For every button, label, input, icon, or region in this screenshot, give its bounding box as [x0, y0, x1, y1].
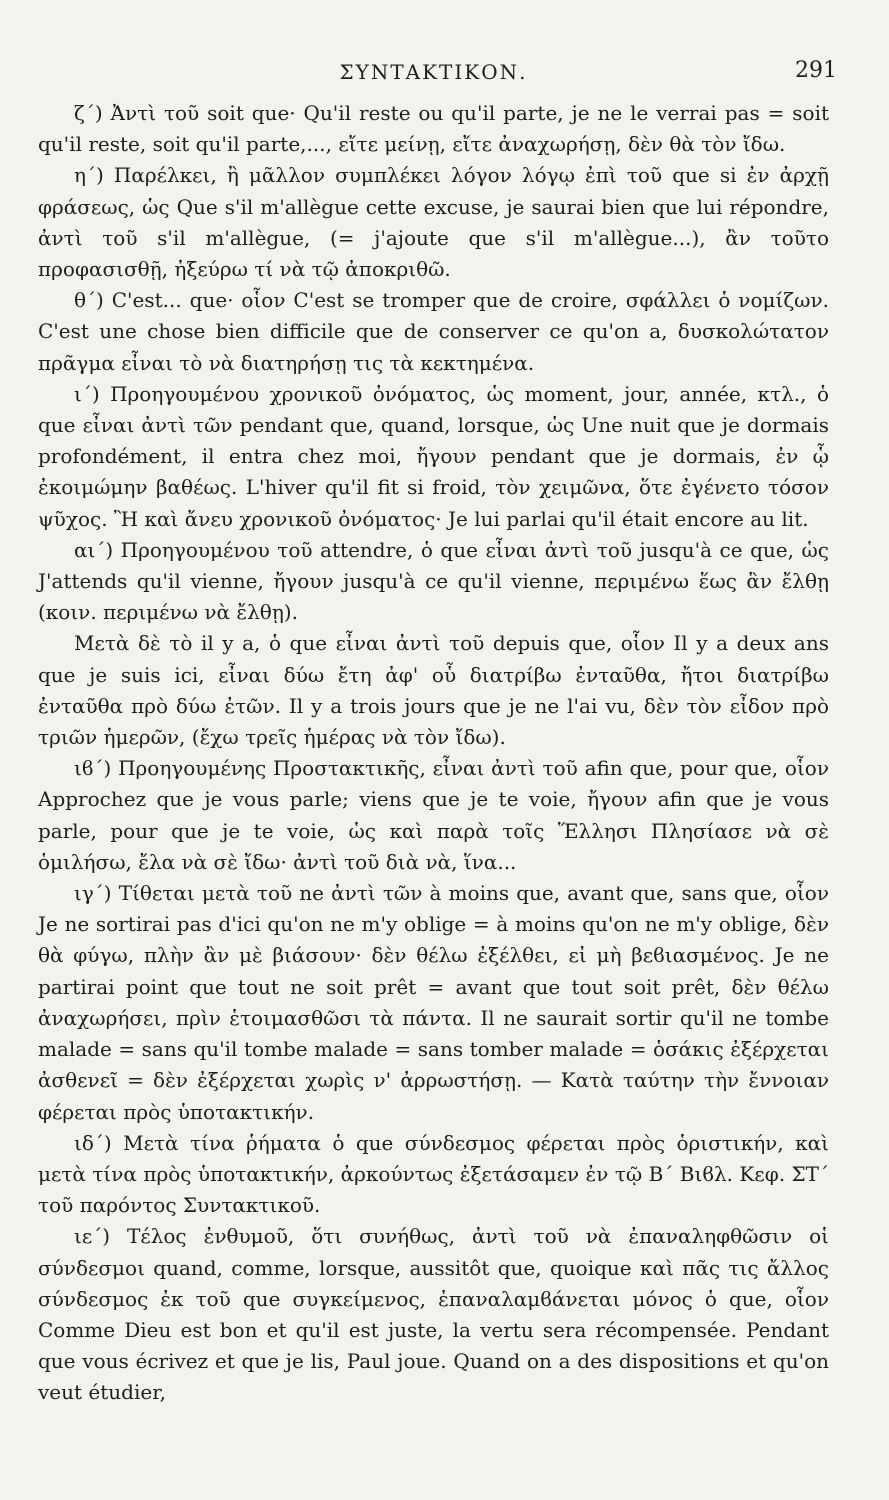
paragraph-il-y-a: Μετὰ δὲ τὸ il y a, ὁ que εἶναι ἀντὶ τοῦ depuis que, οἷον Il y a deux ans que je suis ici, εἶναι δύω ἔτη ἀφ' οὗ διατρίβω ἐνταῦθα, ἤτοι διατρίβω ἐνταῦθα πρὸ δύω ἐτῶν. Il y a trois jours que je ne l'ai vu, δὲν τὸν εἶδον πρὸ τριῶν ἡμερῶν, (ἔχω τρεῖς ἡμέρας νὰ τὸν ἴδω).	[38, 631, 829, 750]
paragraph-iota-alpha: αι΄) Προηγουμένου τοῦ attendre, ὁ que εἶναι ἀντὶ τοῦ jusqu'à ce que, ὡς J'attends qu'il vienne, ἤγουν jusqu'à ce qu'il vienne, περιμένω ἕως ἂν ἔλθῃ (κοιν. περιμένω νὰ ἔλθῃ).	[38, 537, 829, 625]
paragraph-iota-beta: ιϐ΄) Προηγουμένης Προστακτικῆς, εἶναι ἀντὶ τοῦ afin que, pour que, οἷον Approchez que je vous parle; viens que je te voie, ἤγουν afin que je vous parle, pour que je te voie, ὡς καὶ παρὰ τοῖς Ἕλλησι Πλησίασε νὰ σὲ ὁμιλήσω, ἔλα νὰ σὲ ἴδω· ἀντὶ τοῦ διὰ νὰ, ἵνα...	[38, 756, 829, 874]
running-title: ΣΥΝΤΑΚΤΙΚΟΝ.	[339, 60, 528, 84]
body-text	[38, 98, 829, 1409]
paragraph-iota-gamma: ιγ΄) Τίθεται μετὰ τοῦ ne ἀντὶ τῶν à moins que, avant que, sans que, οἷον Je ne sortirai pas d'ici qu'on ne m'y oblige = à moins qu'on ne m'y oblige, δὲν θὰ φύγω, πλὴν ἂν μὲ βιάσουν· δὲν θέλω ἐξέλθει, εἰ μὴ βεϐιασμένος. Je ne partirai point que tout ne soit prêt = avant que tout soit prêt, δὲν θέλω ἀναχωρήσει, πρὶν ἑτοιμασθῶσι τὰ πάντα. Il ne saurait sortir qu'il ne tombe malade = sans qu'il tombe malade = sans tomber malade = ὁσάκις ἐξέρχεται ἀσθενεῖ = δὲν ἐξέρχεται χωρὶς ν' ἀρρωστήσῃ. — Κατὰ ταύτην τὴν ἔννοιαν φέρεται πρὸς ὑποτακτικήν.	[38, 881, 829, 1124]
paragraph-eta: η΄) Παρέλκει, ἢ μᾶλλον συμπλέκει λόγον λόγῳ ἐπὶ τοῦ que si ἐν ἀρχῇ φράσεως, ὡς Que s'il m'allègue cette excuse, je saurai bien que lui répondre, ἀντὶ τοῦ s'il m'allègue, (= j'ajoute que s'il m'allègue...), ἂν τοῦτο προφασισθῇ, ἠξεύρω τί νὰ τῷ ἀποκριθῶ.	[38, 163, 829, 282]
paragraph-iota-epsilon: ιε΄) Τέλος ἐνθυμοῦ, ὅτι συνήθως, ἀντὶ τοῦ νὰ ἐπαναληφθῶσιν οἱ σύνδεσμοι quand, comme, lorsque, aussitôt que, quoique καὶ πᾶς τις ἄλλος σύνδεσμος ἐκ τοῦ que συγκείμενος, ἐπαναλαμϐάνεται μόνος ὁ que, οἷον Comme Dieu est bon et qu'il est juste, la vertu sera récompensée. Pendant que vous écrivez et que je lis, Paul joue. Quand on a des dispositions et qu'on veut étudier,	[38, 1224, 829, 1405]
paragraph-zeta: ζ΄) Ἀντὶ τοῦ soit que· Qu'il reste ou qu'il parte, je ne le verrai pas = soit qu'il reste, soit qu'il parte,..., εἴτε μείνῃ, εἴτε ἀναχωρήσῃ, δὲν θὰ τὸν ἴδω.	[38, 101, 829, 157]
paragraph-iota: ι΄) Προηγουμένου χρονικοῦ ὀνόματος, ὡς moment, jour, année, κτλ., ὁ que εἶναι ἀντὶ τῶν pendant que, quand, lorsque, ὡς Une nuit que je dormais profondément, il entra chez moi, ἤγουν pendant que je dormais, ἐν ᾧ ἐκοιμώμην βαθέως. L'hiver qu'il fit si froid, τὸν χειμῶνα, ὅτε ἐγένετο τόσον ψῦχος. Ἢ καὶ ἄνευ χρονικοῦ ὀνόματος· Je lui parlai qu'il était encore au lit.	[38, 381, 829, 531]
page-number: 291	[795, 58, 837, 83]
paragraph-theta: θ΄) C'est... que· οἷον C'est se tromper que de croire, σφάλλει ὁ νομίζων. C'est une chose bien difficile que de conserver ce qu'on a, δυσκολώτατον πρᾶγμα εἶναι τὸ νὰ διατηρήσῃ τις τὰ κεκτημένα.	[38, 288, 829, 375]
page-header	[38, 52, 837, 98]
paragraph-iota-delta: ιδ΄) Μετὰ τίνα ῥήματα ὁ que σύνδεσμος φέρεται πρὸς ὁριστικήν, καὶ μετὰ τίνα πρὸς ὑποτακτικήν, ἀρκούντως ἐξετάσαμεν ἐν τῷ Β΄ Βιϐλ. Κεφ. ΣΤ΄ τοῦ παρόντος Συντακτικοῦ.	[38, 1130, 829, 1218]
